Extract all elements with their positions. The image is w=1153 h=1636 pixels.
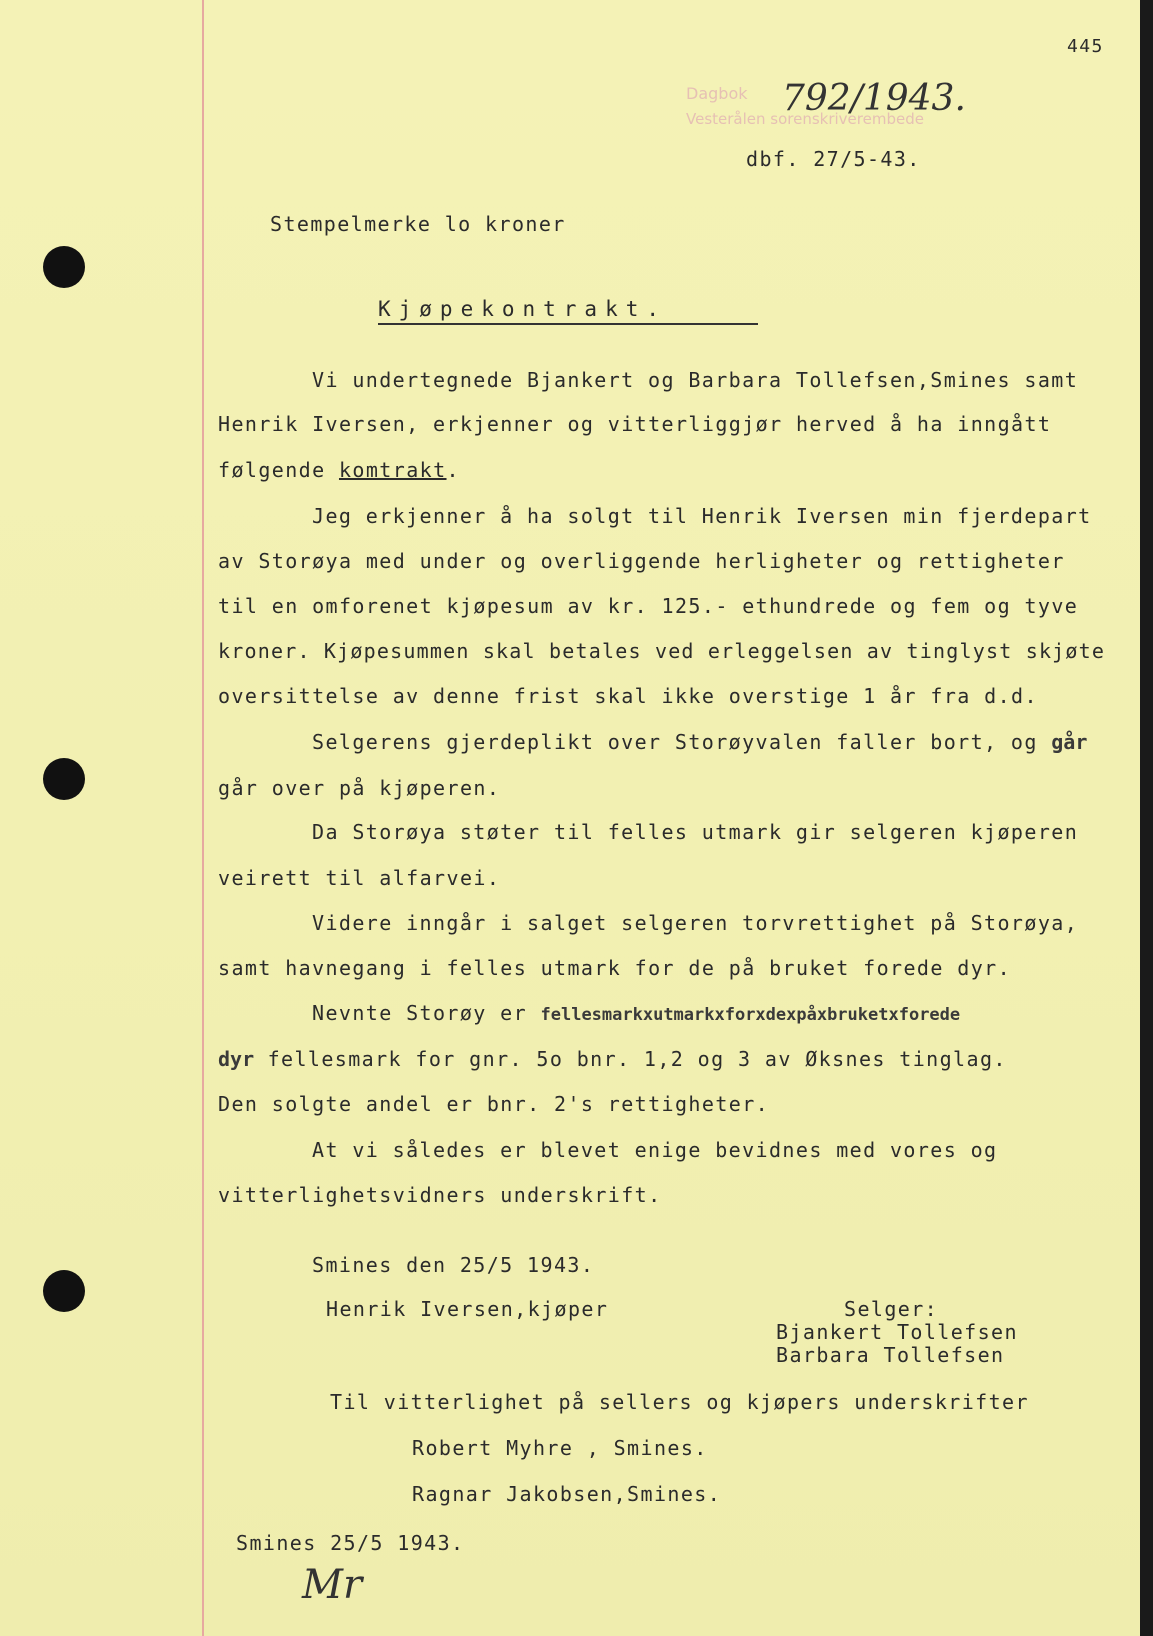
witness-signature-1: Robert Myhre , Smines. [412,1436,708,1460]
body-line: At vi således er blevet enige bevidnes med vores og [312,1138,998,1162]
body-line: Den solgte andel er bnr. 2's rettigheter. [218,1092,770,1116]
dagbok-stamp-line1: Dagbok [686,84,748,103]
place-date: Smines den 25/5 1943. [312,1253,595,1277]
body-line: av Storøya med under og overliggende herligheter og rettigheter [218,549,1065,573]
struck-word: går [1051,730,1088,754]
witness-signature-2: Ragnar Jakobsen,Smines. [412,1482,722,1506]
buyer-signature: Henrik Iversen,kjøper [326,1297,609,1321]
body-line: Vi undertegnede Bjankert og Barbara Tollefsen,Smines samt [312,368,1079,392]
body-line: Selgerens gjerdeplikt over Storøyvalen faller bort, og går [312,730,1088,754]
witness-heading: Til vitterlighet på sellers og kjøpers underskrifter [330,1390,1029,1414]
stamp-duty-note: Stempelmerke lo kroner [270,212,566,236]
struck-word: dyr [218,1047,255,1071]
final-date: Smines 25/5 1943. [236,1531,465,1555]
body-line: oversittelse av denne frist skal ikke overstige 1 år fra d.d. [218,684,1038,708]
body-line: Da Storøya støter til felles utmark gir selgeren kjøperen [312,820,1079,844]
body-line: veirett til alfarvei. [218,866,501,890]
struck-text: fellesmarkxutmarkxforxdexpåxbruketxforede [540,1005,961,1025]
margin-line [202,0,204,1636]
body-line: kroner. Kjøpesummen skal betales ved erleggelsen av tinglyst skjøte [218,639,1106,663]
punch-hole [43,246,85,288]
body-line: følgende komtrakt. [218,458,460,482]
corrected-word: komtrakt [338,458,447,482]
title-underline [378,323,758,325]
seller-signature-1: Bjankert Tollefsen [776,1320,1018,1344]
dagbok-stamp-line2: Vesterålen sorenskriverembede [686,110,924,128]
page-number: 445 [1067,36,1104,57]
seller-label: Selger: [844,1297,939,1321]
body-line: Jeg erkjenner å ha solgt til Henrik Iversen min fjerdepart [312,504,1092,528]
body-line: dyr fellesmark for gnr. 5o bnr. 1,2 og 3 av Øksnes tinglag. [218,1047,1007,1071]
body-line: Nevnte Storøy er fellesmarkxutmarkxforxdexpåxbruketxforede [312,1001,961,1025]
body-line: til en omforenet kjøpesum av kr. 125.- ethundrede og fem og tyve [218,594,1079,618]
punch-hole [43,1270,85,1312]
body-line: Henrik Iversen, erkjenner og vitterliggjør herved å ha inngått [218,412,1052,436]
body-line: Videre inngår i salget selgeren torvrettighet på Storøya, [312,911,1079,935]
seller-signature-2: Barbara Tollefsen [776,1343,1005,1367]
body-line: samt havnegang i felles utmark for de på bruket forede dyr. [218,956,1012,980]
document-title: Kjøpekontrakt. [378,297,668,321]
initials-signature: Mr [302,1562,363,1608]
body-line: vitterlighetsvidners underskrift. [218,1183,662,1207]
dbf-date: dbf. 27/5-43. [746,147,921,171]
journal-number: 792/1943. [782,78,966,119]
punch-hole [43,758,85,800]
body-line: går over på kjøperen. [218,776,501,800]
